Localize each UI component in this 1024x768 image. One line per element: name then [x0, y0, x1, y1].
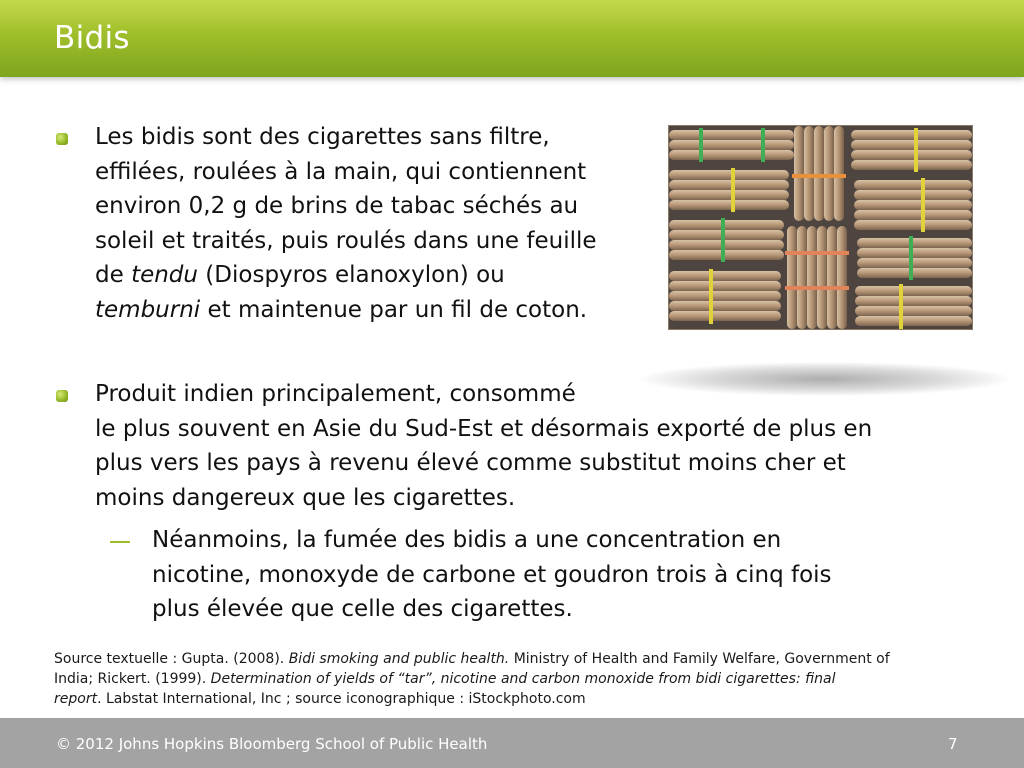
source-line-2 — [54, 669, 984, 689]
citation-title: Determination of yields of “tar”, nicotine and carbon monoxide from bidi cigarettes: final — [210, 671, 836, 687]
bullet-1-line-4 — [95, 224, 597, 259]
source-line-1 — [54, 649, 984, 669]
bundle-right-mid — [854, 178, 972, 232]
text-run: de — [95, 262, 132, 288]
text-run: Ministry of Health and Family Welfare, Government of — [509, 651, 890, 667]
bundle-right-lower — [857, 236, 972, 280]
bullet-1-text — [95, 120, 597, 327]
text-run: Source textuelle : Gupta. (2008). — [54, 651, 289, 667]
text-run: . Labstat International, Inc ; source iconographique : iStockphoto.com — [97, 691, 586, 707]
bullet-1-marker-icon — [56, 133, 68, 145]
bullet-1-line-6 — [95, 293, 597, 328]
bullet-1-line-2 — [95, 155, 597, 190]
bundled-bidis-photo — [668, 125, 973, 330]
text-run: soleil et traités, puis roulés dans une feuille — [95, 227, 597, 254]
bundle-center-top — [792, 126, 846, 221]
page-number: 7 — [948, 735, 958, 753]
sub-bullet-text — [152, 523, 832, 627]
footer-bar — [0, 718, 1024, 768]
bullet-1-line-3 — [95, 189, 597, 224]
text-run: India; Rickert. (1999). — [54, 671, 211, 687]
citation-title: Bidi smoking and public health. — [288, 651, 510, 667]
sub-bullet-line-3: plus élevée que celle des cigarettes. — [152, 596, 573, 622]
text-run: et maintenue par un fil de coton. — [200, 296, 588, 323]
sub-bullet-line-1: Néanmoins, la fumée des bidis a une concentration en — [152, 527, 782, 553]
copyright-text: © 2012 Johns Hopkins Bloomberg School of Public Health — [56, 735, 488, 753]
bullet-2-line-4: moins dangereux que les cigarettes. — [95, 484, 516, 511]
italic-term-temburni: temburni — [95, 296, 201, 323]
bidi-bundles-illustration — [669, 126, 972, 329]
bundle-right-top — [851, 128, 972, 172]
sub-bullet-line-2: nicotine, monoxyde de carbone et goudron trois à cinq fois — [152, 561, 832, 588]
text-run: environ 0,2 g de brins de tabac séchés au — [95, 193, 579, 219]
bundle-left-top — [669, 128, 794, 162]
bullet-2-line-3: plus vers les pays à revenu élevé comme substitut moins cher et — [95, 450, 846, 476]
slide-title: Bidis — [54, 20, 130, 56]
bullet-2-line-2: le plus souvent en Asie du Sud-Est et désormais exporté de plus en — [95, 415, 873, 442]
bundle-left-lower — [669, 218, 784, 262]
source-citation — [54, 649, 984, 709]
bundle-left-mid — [669, 168, 789, 212]
bundle-left-bottom — [669, 269, 781, 324]
bullet-2-line-1: Produit indien principalement, consommé — [95, 381, 576, 407]
sub-bullet-dash-icon — [110, 541, 130, 543]
bullet-1-line-5 — [95, 258, 597, 293]
text-run: Les bidis sont des cigarettes sans filtre, — [95, 124, 550, 150]
bullet-1-line-1 — [95, 120, 597, 155]
italic-term-tendu: tendu — [131, 262, 198, 288]
title-bar — [0, 0, 1024, 77]
bundle-right-bottom — [855, 284, 972, 329]
bundle-center-bottom — [785, 226, 849, 329]
source-line-3 — [54, 689, 984, 709]
citation-title: report — [54, 691, 98, 707]
bullet-2-marker-icon — [56, 390, 68, 402]
bullet-2-text — [95, 377, 872, 515]
text-run: effilées, roulées à la main, qui contiennent — [95, 158, 587, 185]
text-run: (Diospyros elanoxylon) ou — [198, 262, 505, 288]
